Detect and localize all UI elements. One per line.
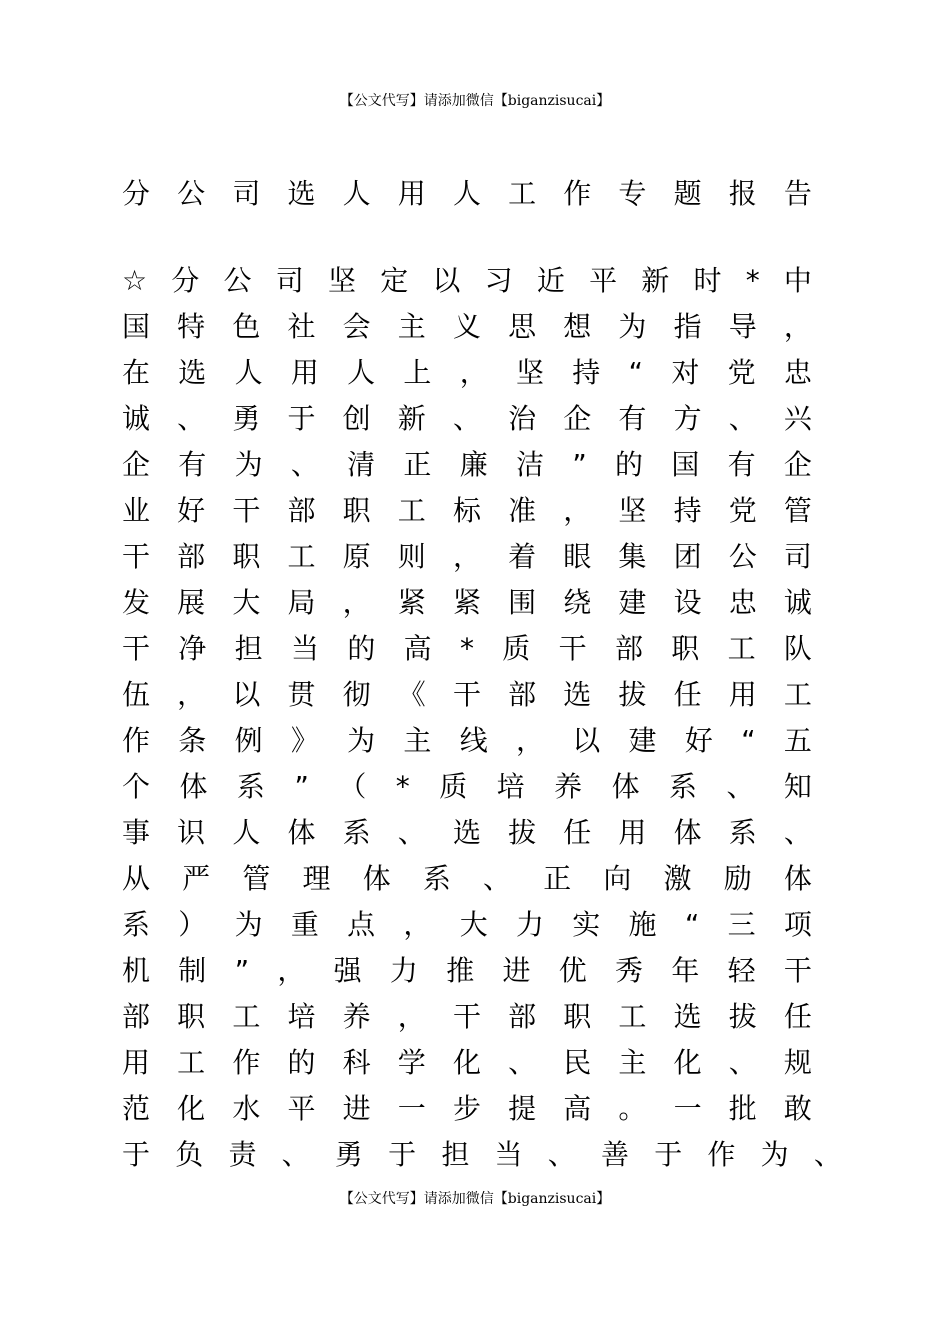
body-char: 有 — [727, 448, 756, 481]
body-char: 高 — [403, 632, 432, 665]
document-title — [122, 172, 812, 212]
body-char: 用 — [618, 816, 647, 849]
body-char: 色 — [232, 310, 261, 343]
body-char: 中 — [783, 264, 812, 297]
title-char: 用 — [397, 177, 426, 210]
body-char: 学 — [397, 1046, 426, 1079]
body-char: 轻 — [727, 954, 756, 987]
title-char: 人 — [342, 177, 371, 210]
body-char: 养 — [342, 1000, 371, 1033]
body-char: 化 — [673, 1046, 702, 1079]
body-char: 治 — [508, 402, 537, 435]
body-char: 作 — [232, 1046, 261, 1079]
body-char: ， — [783, 310, 812, 343]
body-char: 规 — [783, 1046, 812, 1079]
body-char: 以 — [572, 724, 601, 757]
title-char: 专 — [618, 177, 647, 210]
body-char: 一 — [673, 1092, 702, 1125]
body-char: 重 — [290, 908, 319, 941]
body-char: 体 — [673, 816, 702, 849]
body-char: 着 — [508, 540, 537, 573]
body-char: 准 — [508, 494, 537, 527]
body-char: 坚 — [327, 264, 356, 297]
body-char: 党 — [728, 494, 757, 527]
body-char: 。 — [618, 1092, 647, 1125]
body-char: 、 — [397, 816, 426, 849]
body-char: ， — [459, 356, 488, 389]
body-char: 拔 — [728, 1000, 757, 1033]
body-char: 彻 — [342, 678, 371, 711]
title-char: 题 — [673, 177, 702, 210]
body-char: 主 — [397, 310, 426, 343]
body-char: 力 — [389, 954, 418, 987]
body-char: 选 — [563, 678, 592, 711]
body-line — [122, 1086, 812, 1132]
body-char: 工 — [397, 494, 426, 527]
body-line — [122, 764, 812, 810]
body-char: 队 — [783, 632, 812, 665]
body-char: 坚 — [618, 494, 647, 527]
body-char: 工 — [232, 1000, 261, 1033]
body-char: 个 — [122, 770, 151, 803]
body-char: 水 — [232, 1092, 261, 1125]
body-char: 体 — [783, 862, 812, 895]
body-char: 新 — [641, 264, 670, 297]
body-line — [122, 902, 812, 948]
body-char: 工 — [727, 632, 756, 665]
body-char: 条 — [178, 724, 207, 757]
body-char: 科 — [342, 1046, 371, 1079]
body-char: 眼 — [563, 540, 592, 573]
body-char: 优 — [558, 954, 587, 987]
body-char: 持 — [572, 356, 601, 389]
body-char: 干 — [122, 540, 151, 573]
body-char: 一 — [397, 1092, 426, 1125]
body-paragraph — [122, 258, 842, 1178]
body-char: 紧 — [397, 586, 426, 619]
body-char: 事 — [122, 816, 151, 849]
body-char: “ — [684, 908, 700, 941]
body-char: 、 — [547, 1138, 576, 1171]
body-char: 部 — [122, 1000, 151, 1033]
body-line — [122, 258, 812, 304]
body-char: 人 — [347, 356, 376, 389]
body-char: * — [745, 264, 760, 297]
body-char: 激 — [663, 862, 692, 895]
body-char: 创 — [342, 402, 371, 435]
body-char: 作 — [122, 724, 151, 757]
body-char: 在 — [122, 356, 151, 389]
body-char: 平 — [589, 264, 618, 297]
body-char: 建 — [628, 724, 657, 757]
body-char: 干 — [232, 494, 261, 527]
body-char: 、 — [177, 402, 206, 435]
body-char: 诚 — [783, 586, 812, 619]
body-char: 持 — [673, 494, 702, 527]
body-char: 以 — [432, 264, 461, 297]
body-char: 建 — [618, 586, 647, 619]
body-char: 好 — [684, 724, 713, 757]
body-char: 司 — [783, 540, 812, 573]
body-char: 工 — [618, 1000, 647, 1033]
body-char: 机 — [122, 954, 151, 987]
body-char: 对 — [671, 356, 700, 389]
body-char: 忠 — [728, 586, 757, 619]
body-char: 忠 — [783, 356, 812, 389]
body-char: 担 — [234, 632, 263, 665]
body-char: 任 — [783, 1000, 812, 1033]
body-char: 步 — [452, 1092, 481, 1125]
body-char: 体 — [362, 862, 391, 895]
body-char: 拔 — [508, 816, 537, 849]
body-char: 兴 — [783, 402, 812, 435]
body-char: 会 — [342, 310, 371, 343]
body-char: 体 — [611, 770, 640, 803]
body-char: 化 — [452, 1046, 481, 1079]
body-char: 义 — [452, 310, 481, 343]
body-char: 系 — [122, 908, 151, 941]
body-char: 职 — [342, 494, 371, 527]
body-char: 进 — [342, 1092, 371, 1125]
body-char: 洁 — [515, 448, 544, 481]
body-char: 《 — [397, 678, 426, 711]
body-char: 选 — [673, 1000, 702, 1033]
body-char: 体 — [179, 770, 208, 803]
body-char: 点 — [347, 908, 376, 941]
body-char: 正 — [543, 862, 572, 895]
body-char: 职 — [671, 632, 700, 665]
body-char: 实 — [572, 908, 601, 941]
body-char: 三 — [727, 908, 756, 941]
body-char: 、 — [813, 1138, 842, 1171]
body-char: 担 — [441, 1138, 470, 1171]
body-char: 批 — [728, 1092, 757, 1125]
body-char: 的 — [287, 1046, 316, 1079]
body-char: 系 — [669, 770, 698, 803]
body-char: 大 — [459, 908, 488, 941]
body-char: 导 — [728, 310, 757, 343]
body-char: 为 — [618, 310, 647, 343]
body-char: 任 — [673, 678, 702, 711]
body-char: 正 — [403, 448, 432, 481]
body-char: 部 — [177, 540, 206, 573]
body-char: 为 — [347, 724, 376, 757]
body-char: 敢 — [783, 1092, 812, 1125]
body-char: 则 — [397, 540, 426, 573]
body-char: 贯 — [287, 678, 316, 711]
body-char: 范 — [122, 1092, 151, 1125]
body-char: 于 — [122, 1138, 151, 1171]
body-line — [122, 856, 812, 902]
body-char: 当 — [494, 1138, 523, 1171]
body-char: 职 — [232, 540, 261, 573]
body-char: 施 — [628, 908, 657, 941]
body-char: 强 — [333, 954, 362, 987]
body-char: 于 — [388, 1138, 417, 1171]
body-char: （ — [338, 770, 367, 803]
body-char: 用 — [728, 678, 757, 711]
body-char: 业 — [122, 494, 151, 527]
body-char: 紧 — [452, 586, 481, 619]
title-char: 分 — [122, 177, 151, 210]
title-char: 报 — [728, 177, 757, 210]
body-char: ， — [452, 540, 481, 573]
body-char: * — [395, 770, 410, 803]
body-char: 严 — [182, 862, 211, 895]
body-line — [122, 534, 812, 580]
body-char: 提 — [508, 1092, 537, 1125]
body-char: 习 — [484, 264, 513, 297]
body-char: 、 — [726, 770, 755, 803]
body-char: 人 — [232, 816, 261, 849]
body-char: 司 — [275, 264, 304, 297]
header-note: 【公文代写】请添加微信【biganzisucai】 — [339, 93, 611, 109]
body-char: 发 — [122, 586, 151, 619]
body-char: 平 — [287, 1092, 316, 1125]
body-char: ” — [572, 448, 587, 481]
body-line — [122, 948, 812, 994]
body-line — [122, 1132, 842, 1178]
body-char: 项 — [783, 908, 812, 941]
body-char: 五 — [783, 724, 812, 757]
body-char: 为 — [234, 908, 263, 941]
body-char: 新 — [397, 402, 426, 435]
body-char: 部 — [508, 1000, 537, 1033]
body-char: 工 — [287, 540, 316, 573]
body-char: 善 — [600, 1138, 629, 1171]
body-char: 局 — [287, 586, 316, 619]
body-char: 系 — [728, 816, 757, 849]
body-char: 管 — [783, 494, 812, 527]
body-char: 线 — [459, 724, 488, 757]
title-char: 司 — [232, 177, 261, 210]
body-char: 作 — [707, 1138, 736, 1171]
body-char: 、 — [783, 816, 812, 849]
body-line — [122, 442, 812, 488]
body-char: 为 — [234, 448, 263, 481]
body-char: 指 — [673, 310, 702, 343]
body-line — [122, 488, 812, 534]
body-char: 例 — [234, 724, 263, 757]
body-char: 识 — [177, 816, 206, 849]
body-char: 方 — [673, 402, 702, 435]
body-char: 、 — [728, 1046, 757, 1079]
body-char: ， — [515, 724, 544, 757]
body-char: 部 — [287, 494, 316, 527]
body-char: 工 — [783, 678, 812, 711]
body-char: 年 — [671, 954, 700, 987]
body-char: 干 — [452, 1000, 481, 1033]
body-char: 团 — [673, 540, 702, 573]
body-char: 企 — [563, 402, 592, 435]
body-char: 从 — [122, 862, 151, 895]
title-char: 作 — [563, 177, 592, 210]
body-char: 展 — [177, 586, 206, 619]
body-char: 用 — [290, 356, 319, 389]
title-char: 公 — [177, 177, 206, 210]
body-char: 诚 — [122, 402, 151, 435]
body-char: ， — [177, 678, 206, 711]
body-char: 工 — [177, 1046, 206, 1079]
body-char: 、 — [728, 402, 757, 435]
body-char: * — [459, 632, 474, 665]
body-char: 勇 — [232, 402, 261, 435]
body-char: 制 — [178, 954, 207, 987]
body-char: ， — [277, 954, 306, 987]
body-char: 、 — [508, 1046, 537, 1079]
body-char: 、 — [452, 402, 481, 435]
body-char: ” — [294, 770, 309, 803]
body-char: 围 — [508, 586, 537, 619]
body-char: 培 — [287, 1000, 316, 1033]
body-char: “ — [741, 724, 756, 757]
body-char: 养 — [554, 770, 583, 803]
body-char: 推 — [446, 954, 475, 987]
body-char: 管 — [242, 862, 271, 895]
body-char: 设 — [673, 586, 702, 619]
body-char: 责 — [228, 1138, 257, 1171]
body-char: 的 — [347, 632, 376, 665]
body-char: 、 — [483, 862, 512, 895]
body-char: 党 — [727, 356, 756, 389]
body-char: 上 — [403, 356, 432, 389]
body-char: 于 — [287, 402, 316, 435]
footer-note: 【公文代写】请添加微信【biganzisucai】 — [339, 1191, 611, 1207]
body-char: 标 — [452, 494, 481, 527]
title-char: 人 — [452, 177, 481, 210]
body-char: 清 — [347, 448, 376, 481]
body-char: 集 — [618, 540, 647, 573]
body-line — [122, 994, 812, 1040]
body-char: 的 — [615, 448, 644, 481]
body-char: 想 — [563, 310, 592, 343]
body-char: 选 — [452, 816, 481, 849]
body-char: ☆ — [122, 264, 148, 297]
body-char: 勇 — [334, 1138, 363, 1171]
body-char: 近 — [536, 264, 565, 297]
body-char: 职 — [177, 1000, 206, 1033]
body-line — [122, 396, 812, 442]
body-char: 时 — [693, 264, 722, 297]
body-char: 以 — [232, 678, 261, 711]
body-char: 国 — [671, 448, 700, 481]
body-char: 社 — [287, 310, 316, 343]
body-char: 人 — [234, 356, 263, 389]
body-char: 国 — [122, 310, 151, 343]
body-char: 伍 — [122, 678, 151, 711]
body-char: 于 — [654, 1138, 683, 1171]
body-char: 励 — [723, 862, 752, 895]
body-char: 化 — [177, 1092, 206, 1125]
body-char: 净 — [178, 632, 207, 665]
body-char: 分 — [171, 264, 200, 297]
body-char: 系 — [342, 816, 371, 849]
body-char: 系 — [236, 770, 265, 803]
body-char: 公 — [728, 540, 757, 573]
body-char: 有 — [178, 448, 207, 481]
body-char: 有 — [618, 402, 647, 435]
title-char: 工 — [508, 177, 537, 210]
body-char: ） — [178, 908, 207, 941]
body-char: 思 — [508, 310, 537, 343]
body-char: 大 — [232, 586, 261, 619]
body-char: 好 — [177, 494, 206, 527]
title-char: 告 — [783, 177, 812, 210]
body-char: 绕 — [563, 586, 592, 619]
body-line — [122, 672, 812, 718]
body-char: ， — [563, 494, 592, 527]
body-char: 》 — [290, 724, 319, 757]
body-char: 干 — [783, 954, 812, 987]
body-line — [122, 810, 812, 856]
body-char: 体 — [287, 816, 316, 849]
body-line — [122, 1040, 812, 1086]
body-char: 培 — [496, 770, 525, 803]
body-char: 拔 — [618, 678, 647, 711]
body-char: 质 — [502, 632, 531, 665]
body-char: 高 — [563, 1092, 592, 1125]
body-char: 负 — [175, 1138, 204, 1171]
body-char: 干 — [558, 632, 587, 665]
body-char: 系 — [422, 862, 451, 895]
body-char: 廉 — [459, 448, 488, 481]
body-char: 原 — [342, 540, 371, 573]
body-char: 秀 — [615, 954, 644, 987]
body-char: 民 — [563, 1046, 592, 1079]
body-char: 、 — [290, 448, 319, 481]
body-char: 干 — [452, 678, 481, 711]
body-char: 职 — [563, 1000, 592, 1033]
body-char: 主 — [618, 1046, 647, 1079]
body-char: 、 — [281, 1138, 310, 1171]
body-char: 知 — [783, 770, 812, 803]
body-char: “ — [628, 356, 644, 389]
body-char: ， — [403, 908, 432, 941]
body-char: 企 — [122, 448, 151, 481]
body-char: ， — [397, 1000, 426, 1033]
body-char: 用 — [122, 1046, 151, 1079]
body-char: 特 — [177, 310, 206, 343]
body-char: 部 — [508, 678, 537, 711]
body-char: 部 — [614, 632, 643, 665]
body-char: 当 — [290, 632, 319, 665]
body-char: 为 — [760, 1138, 789, 1171]
body-char: 力 — [515, 908, 544, 941]
body-char: ” — [234, 954, 250, 987]
body-char: 企 — [783, 448, 812, 481]
body-char: 干 — [122, 632, 151, 665]
body-char: 定 — [380, 264, 409, 297]
body-line — [122, 304, 812, 350]
body-char: 进 — [502, 954, 531, 987]
body-char: 主 — [403, 724, 432, 757]
body-line — [122, 350, 812, 396]
body-line — [122, 718, 812, 764]
body-line — [122, 626, 812, 672]
body-char: ， — [342, 586, 371, 619]
body-char: 理 — [302, 862, 331, 895]
body-char: 质 — [439, 770, 468, 803]
body-char: 选 — [178, 356, 207, 389]
body-char: 公 — [223, 264, 252, 297]
body-line — [122, 580, 812, 626]
title-char: 选 — [287, 177, 316, 210]
body-char: 任 — [563, 816, 592, 849]
body-char: 向 — [603, 862, 632, 895]
body-char: 坚 — [515, 356, 544, 389]
